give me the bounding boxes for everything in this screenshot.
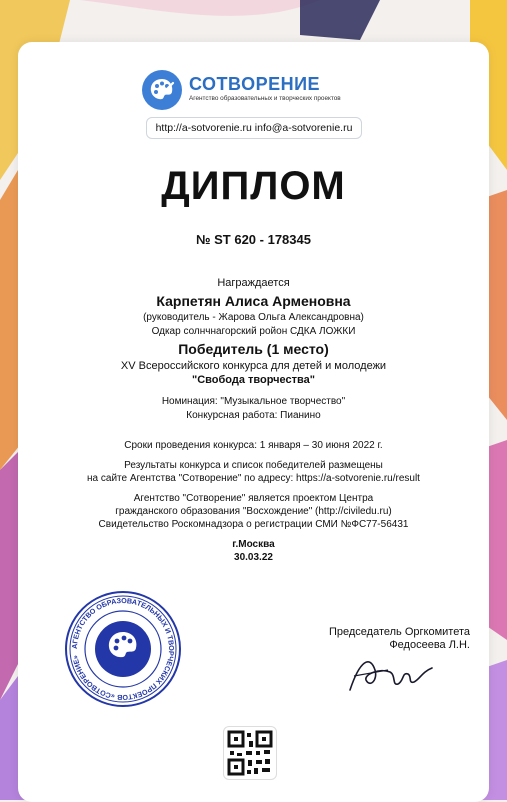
results-line-1: Результаты конкурса и список победителей размещены — [124, 460, 383, 471]
diploma-number: № ST 620 - 178345 — [196, 232, 311, 247]
nomination: Номинация: "Музыкальное творчество" — [161, 396, 346, 407]
agency-line-1: Агентство "Сотворение" является проектом Центра — [133, 493, 374, 504]
seal-text: АГЕНТСТВО ОБРАЗОВАТЕЛЬНЫХ И ТВОРЧЕСКИХ ПРОЕКТОВ «СОТВОРЕНИЕ» — [69, 595, 177, 703]
awarded-label: Награждается — [217, 277, 290, 289]
diploma-title: ДИПЛОМ — [161, 164, 346, 208]
contest: XV Всероссийского конкурса для детей и молодежи — [120, 360, 387, 372]
results-line-2: на сайте Агентства "Сотворение" по адресу: https://a-sotvorenie.ru/result — [87, 473, 420, 484]
signature-title: Председатель Оргкомитета — [328, 626, 470, 638]
brand-subtitle: Агентство образовательных и творческих проектов — [189, 95, 341, 102]
palette-logo-icon — [142, 70, 182, 110]
contest-name: "Свобода творчества" — [191, 374, 315, 386]
handwritten-signature — [340, 650, 440, 700]
official-seal — [64, 590, 182, 708]
place: Победитель (1 место) — [178, 341, 329, 357]
qr-code[interactable] — [223, 726, 277, 780]
recipient-name: Карпетян Алиса Арменовна — [156, 293, 351, 309]
agency-logo — [142, 70, 382, 110]
organization: Одкар солнчнагорский ройон СДКА ЛОЖКИ — [151, 326, 356, 337]
agency-line-3: Свидетельство Роскомнадзора о регистрации СМИ №ФС77-56431 — [98, 519, 409, 530]
signature-name: Федосеева Л.Н. — [389, 639, 470, 651]
agency-line-2: гражданского образования "Восхождение" (http://civiledu.ru) — [115, 506, 392, 517]
signature-block — [270, 626, 470, 652]
contest-dates: Сроки проведения конкурса: 1 января – 30 июня 2022 г. — [124, 440, 383, 451]
brand-name: СОТВОРЕНИЕ — [189, 74, 321, 94]
competition-work: Конкурсная работа: Пианино — [186, 410, 321, 421]
issue-date: 30.03.22 — [234, 552, 273, 563]
contact-links[interactable]: http://a-sotvorenie.ru info@a-sotvorenie.ru — [146, 117, 362, 139]
supervisor: (руководитель - Жарова Ольга Александровна) — [143, 312, 364, 323]
city: г.Москва — [232, 539, 275, 550]
